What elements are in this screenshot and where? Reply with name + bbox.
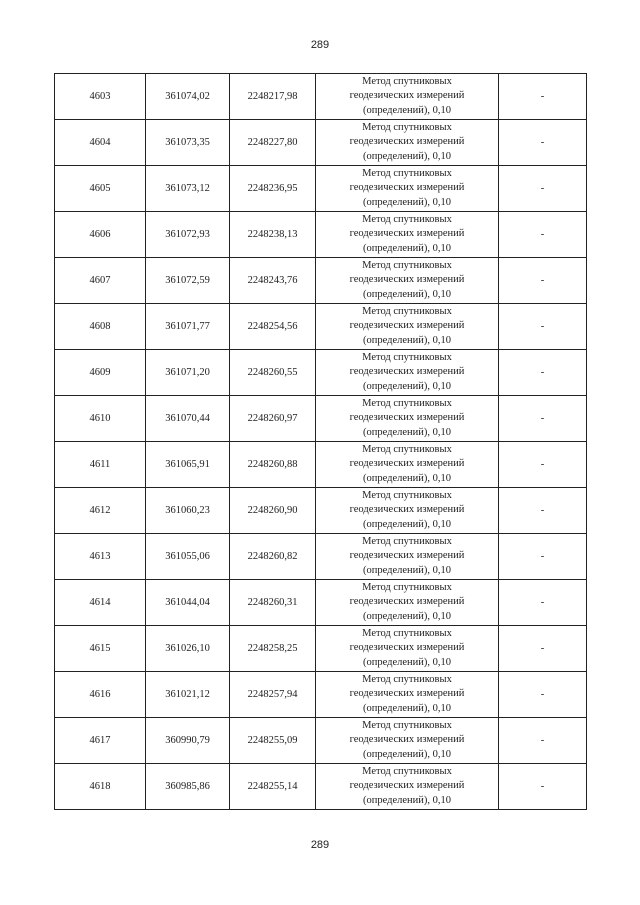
method-line: (определений), 0,10 — [362, 702, 452, 714]
note-cell: - — [499, 718, 587, 764]
method-line: геодезических измерений — [349, 688, 465, 700]
y-coordinate-cell: 2248260,82 — [230, 534, 316, 580]
method-line: (определений), 0,10 — [362, 426, 452, 438]
note-cell: - — [499, 626, 587, 672]
note-cell: - — [499, 120, 587, 166]
note-cell: - — [499, 488, 587, 534]
table-row — [55, 764, 587, 810]
method-line: геодезических измерений — [349, 596, 465, 608]
method-line: (определений), 0,10 — [362, 334, 452, 346]
x-coordinate-cell: 361072,59 — [146, 258, 230, 304]
x-coordinate-cell: 360985,86 — [146, 764, 230, 810]
method-line: геодезических измерений — [349, 136, 465, 148]
method-line: (определений), 0,10 — [362, 242, 452, 254]
method-line: (определений), 0,10 — [362, 150, 452, 162]
x-coordinate-cell: 361073,35 — [146, 120, 230, 166]
x-coordinate-cell: 361072,93 — [146, 212, 230, 258]
y-coordinate-cell: 2248260,31 — [230, 580, 316, 626]
table-row — [55, 304, 587, 350]
method-cell — [316, 212, 499, 258]
method-line: (определений), 0,10 — [362, 610, 452, 622]
method-cell — [316, 764, 499, 810]
table-row — [55, 350, 587, 396]
method-line: Метод спутниковых — [362, 627, 452, 639]
method-line: (определений), 0,10 — [362, 518, 452, 530]
method-line: (определений), 0,10 — [362, 472, 452, 484]
table-row — [55, 442, 587, 488]
method-line: Метод спутниковых — [362, 673, 452, 685]
note-cell: - — [499, 166, 587, 212]
method-line: Метод спутниковых — [362, 719, 452, 731]
table-row — [55, 534, 587, 580]
x-coordinate-cell: 361070,44 — [146, 396, 230, 442]
method-cell — [316, 672, 499, 718]
method-line: геодезических измерений — [349, 90, 465, 102]
note-cell: - — [499, 350, 587, 396]
method-cell — [316, 304, 499, 350]
method-cell — [316, 166, 499, 212]
y-coordinate-cell: 2248257,94 — [230, 672, 316, 718]
note-cell: - — [499, 396, 587, 442]
x-coordinate-cell: 361026,10 — [146, 626, 230, 672]
table-row — [55, 120, 587, 166]
method-line: (определений), 0,10 — [362, 656, 452, 668]
method-line: геодезических измерений — [349, 320, 465, 332]
method-cell — [316, 626, 499, 672]
method-cell — [316, 580, 499, 626]
method-line: геодезических измерений — [349, 504, 465, 516]
method-line: Метод спутниковых — [362, 75, 452, 87]
page-number-bottom: 289 — [310, 839, 330, 851]
point-number-cell: 4615 — [55, 626, 146, 672]
note-cell: - — [499, 442, 587, 488]
y-coordinate-cell: 2248255,09 — [230, 718, 316, 764]
method-line: геодезических измерений — [349, 642, 465, 654]
point-number-cell: 4612 — [55, 488, 146, 534]
method-line: (определений), 0,10 — [362, 104, 452, 116]
method-cell — [316, 350, 499, 396]
method-line: Метод спутниковых — [362, 489, 452, 501]
method-line: геодезических измерений — [349, 734, 465, 746]
point-number-cell: 4616 — [55, 672, 146, 718]
table-row — [55, 396, 587, 442]
y-coordinate-cell: 2248260,88 — [230, 442, 316, 488]
x-coordinate-cell: 361071,77 — [146, 304, 230, 350]
method-cell — [316, 488, 499, 534]
method-line: (определений), 0,10 — [362, 564, 452, 576]
x-coordinate-cell: 361044,04 — [146, 580, 230, 626]
note-cell: - — [499, 580, 587, 626]
y-coordinate-cell: 2248260,90 — [230, 488, 316, 534]
x-coordinate-cell: 361071,20 — [146, 350, 230, 396]
method-cell — [316, 442, 499, 488]
method-cell — [316, 534, 499, 580]
coordinates-table-body — [55, 74, 587, 810]
table-row — [55, 718, 587, 764]
method-line: (определений), 0,10 — [362, 794, 452, 806]
point-number-cell: 4608 — [55, 304, 146, 350]
method-line: геодезических измерений — [349, 412, 465, 424]
y-coordinate-cell: 2248227,80 — [230, 120, 316, 166]
method-line: Метод спутниковых — [362, 167, 452, 179]
method-cell — [316, 718, 499, 764]
table-row — [55, 580, 587, 626]
method-line: геодезических измерений — [349, 228, 465, 240]
y-coordinate-cell: 2248255,14 — [230, 764, 316, 810]
y-coordinate-cell: 2248260,55 — [230, 350, 316, 396]
method-line: (определений), 0,10 — [362, 748, 452, 760]
method-line: Метод спутниковых — [362, 259, 452, 271]
y-coordinate-cell: 2248254,56 — [230, 304, 316, 350]
point-number-cell: 4605 — [55, 166, 146, 212]
point-number-cell: 4617 — [55, 718, 146, 764]
point-number-cell: 4609 — [55, 350, 146, 396]
method-line: (определений), 0,10 — [362, 196, 452, 208]
note-cell: - — [499, 672, 587, 718]
method-line: Метод спутниковых — [362, 443, 452, 455]
note-cell: - — [499, 534, 587, 580]
x-coordinate-cell: 360990,79 — [146, 718, 230, 764]
table-row — [55, 488, 587, 534]
method-line: Метод спутниковых — [362, 397, 452, 409]
x-coordinate-cell: 361065,91 — [146, 442, 230, 488]
x-coordinate-cell: 361073,12 — [146, 166, 230, 212]
method-line: геодезических измерений — [349, 366, 465, 378]
point-number-cell: 4611 — [55, 442, 146, 488]
x-coordinate-cell: 361021,12 — [146, 672, 230, 718]
note-cell: - — [499, 74, 587, 120]
x-coordinate-cell: 361060,23 — [146, 488, 230, 534]
y-coordinate-cell: 2248238,13 — [230, 212, 316, 258]
note-cell: - — [499, 258, 587, 304]
table-row — [55, 212, 587, 258]
method-line: геодезических измерений — [349, 780, 465, 792]
point-number-cell: 4610 — [55, 396, 146, 442]
method-cell — [316, 120, 499, 166]
method-line: (определений), 0,10 — [362, 288, 452, 300]
note-cell: - — [499, 304, 587, 350]
method-cell — [316, 258, 499, 304]
table-row — [55, 258, 587, 304]
method-line: геодезических измерений — [349, 458, 465, 470]
coordinates-table — [54, 73, 587, 810]
method-line: геодезических измерений — [349, 550, 465, 562]
point-number-cell: 4607 — [55, 258, 146, 304]
method-line: Метод спутниковых — [362, 305, 452, 317]
method-line: Метод спутниковых — [362, 765, 452, 777]
method-cell — [316, 396, 499, 442]
method-line: (определений), 0,10 — [362, 380, 452, 392]
point-number-cell: 4603 — [55, 74, 146, 120]
y-coordinate-cell: 2248258,25 — [230, 626, 316, 672]
table-row — [55, 74, 587, 120]
y-coordinate-cell: 2248217,98 — [230, 74, 316, 120]
method-line: Метод спутниковых — [362, 121, 452, 133]
note-cell: - — [499, 764, 587, 810]
x-coordinate-cell: 361074,02 — [146, 74, 230, 120]
point-number-cell: 4604 — [55, 120, 146, 166]
table-row — [55, 626, 587, 672]
y-coordinate-cell: 2248243,76 — [230, 258, 316, 304]
table-row — [55, 166, 587, 212]
y-coordinate-cell: 2248236,95 — [230, 166, 316, 212]
point-number-cell: 4618 — [55, 764, 146, 810]
method-line: Метод спутниковых — [362, 581, 452, 593]
method-line: геодезических измерений — [349, 274, 465, 286]
method-line: Метод спутниковых — [362, 351, 452, 363]
method-line: геодезических измерений — [349, 182, 465, 194]
point-number-cell: 4613 — [55, 534, 146, 580]
note-cell: - — [499, 212, 587, 258]
method-line: Метод спутниковых — [362, 535, 452, 547]
y-coordinate-cell: 2248260,97 — [230, 396, 316, 442]
page-number-top: 289 — [310, 39, 330, 51]
point-number-cell: 4614 — [55, 580, 146, 626]
method-line: Метод спутниковых — [362, 213, 452, 225]
point-number-cell: 4606 — [55, 212, 146, 258]
x-coordinate-cell: 361055,06 — [146, 534, 230, 580]
table-row — [55, 672, 587, 718]
method-cell — [316, 74, 499, 120]
